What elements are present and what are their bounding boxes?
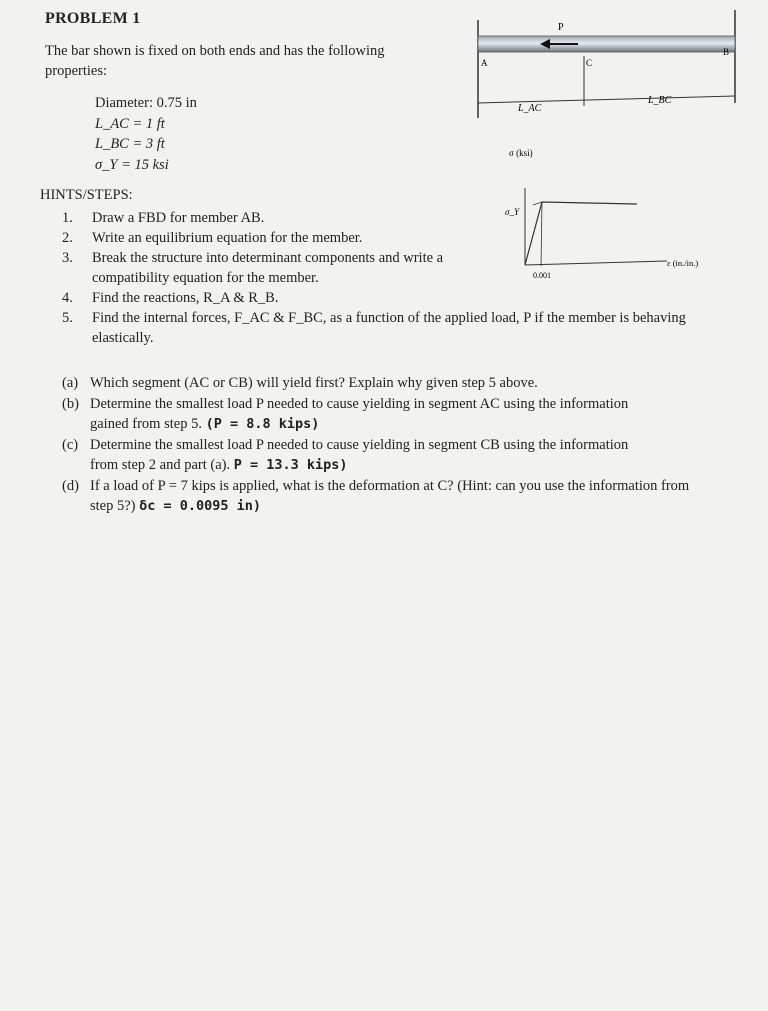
- step-number: 3.: [62, 250, 73, 266]
- load-label: P: [558, 22, 564, 33]
- hints-steps: [62, 208, 702, 348]
- point-c-label: C: [586, 58, 593, 68]
- question-answer: P = 13.3 kips): [233, 457, 348, 473]
- yield-stress-label: σ_Y: [505, 207, 519, 217]
- point-a-label: A: [481, 58, 488, 68]
- strain-axis-label: ε (in./in.): [667, 258, 699, 268]
- step-text: Draw a FBD for member AB.: [92, 210, 265, 226]
- bar-diagram: [470, 8, 750, 123]
- stress-axis-label: σ (ksi): [509, 148, 533, 158]
- lac-property: L_AC = 1 ft: [95, 115, 165, 132]
- question-answer: δc = 0.0095 in): [139, 498, 262, 514]
- step-item: [62, 228, 472, 248]
- step-number: 1.: [62, 210, 73, 226]
- question-answer: (P = 8.8 kips): [205, 416, 320, 432]
- yield-level-line: [533, 202, 542, 205]
- diameter-property: Diameter: 0.75 in: [95, 95, 197, 111]
- dim-ac-label: L_AC: [518, 103, 542, 114]
- question-item: [62, 394, 650, 435]
- problem-intro: The bar shown is fixed on both ends and has the following properties:: [45, 43, 385, 79]
- step-item: [62, 208, 472, 228]
- question-label: (c): [62, 436, 79, 453]
- step-number: 2.: [62, 230, 73, 246]
- problem-title: PROBLEM 1: [45, 10, 141, 27]
- step-text: Find the internal forces, F_AC & F_BC, as a function of the applied load, P if the member is behaving elastically.: [92, 310, 686, 346]
- question-list: [62, 373, 730, 517]
- step-text: Find the reactions, R_A & R_B.: [92, 290, 279, 306]
- question-label: (d): [62, 477, 79, 494]
- step-item: [62, 248, 452, 288]
- step-number: 4.: [62, 290, 73, 306]
- step-text: Write an equilibrium equation for the member.: [92, 230, 363, 246]
- question-text: Determine the smallest load P needed to cause yielding in segment AC using the information gained from step 5.: [90, 395, 629, 432]
- bar-member: [478, 36, 735, 52]
- question-text: Determine the smallest load P needed to cause yielding in segment CB using the information from step 2 and part (a).: [90, 436, 629, 473]
- dimension-line: [478, 96, 735, 103]
- question-text: If a load of P = 7 kips is applied, what is the deformation at C? (Hint: can you use the information from step 5?): [90, 477, 690, 514]
- question-item: [62, 373, 730, 394]
- step-item: [62, 288, 472, 308]
- lbc-property: L_BC = 3 ft: [95, 136, 165, 152]
- question-label: (a): [62, 375, 79, 391]
- dim-bc-label: L_BC: [648, 95, 672, 106]
- step-text: Break the structure into determinant components and write a compatibility equation for the member.: [92, 250, 444, 286]
- properties-list: [95, 93, 197, 175]
- question-text: Which segment (AC or CB) will yield first? Explain why given step 5 above.: [90, 375, 538, 391]
- question-item: [62, 476, 700, 517]
- yield-stress-property: σ_Y = 15 ksi: [95, 156, 169, 173]
- point-b-label: B: [723, 47, 730, 57]
- step-number: 5.: [62, 310, 73, 326]
- question-label: (b): [62, 395, 79, 412]
- question-item: [62, 435, 650, 476]
- step-item: [62, 308, 702, 348]
- hints-title: HINTS/STEPS:: [40, 187, 133, 203]
- strain-tick-label: 0.001: [533, 271, 551, 280]
